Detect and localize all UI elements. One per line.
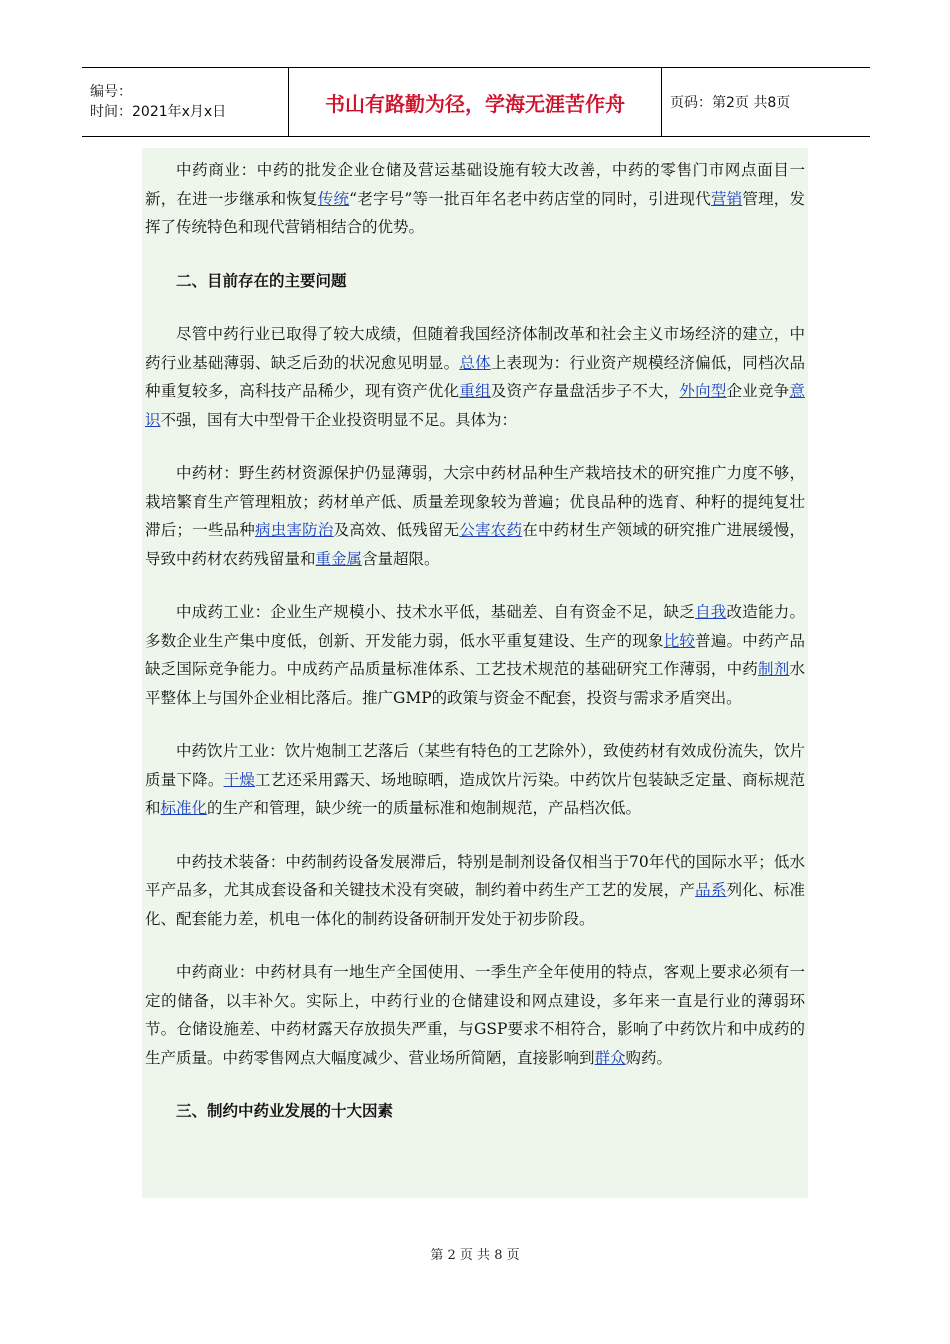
keyword-link[interactable]: 重组 [459, 382, 491, 400]
paragraph-text: 工艺还采用露天、场地晾晒，造成饮片污染。中药饮片包装缺乏定量、商标规范和 [145, 770, 805, 817]
body-paragraph [145, 320, 805, 434]
keyword-link[interactable]: 病虫害防治 [255, 521, 334, 539]
header-page-code [662, 68, 870, 136]
paragraph-text: 的生产和管理，缺少统一的质量标准和炮制规范，产品档次低。 [207, 799, 642, 817]
paragraph-text: 管理，发挥了传统特色和现代营销相结合的优势。 [145, 189, 805, 236]
document-header [82, 67, 870, 137]
header-meta [82, 68, 289, 136]
paragraph-text: 中药饮片工业：饮片炮制工艺落后（某些有特色的工艺除外），致使药材有效成份流失，饮片质量下降。 [145, 742, 805, 789]
paragraph-text: 中药商业：中药的批发企业仓储及营运基础设施有较大改善，中药的零售门市网点面目一新，在进一步继承和恢复 [145, 161, 805, 208]
keyword-link[interactable]: 自我 [695, 603, 727, 621]
keyword-link[interactable]: 公害农药 [459, 521, 523, 539]
keyword-link[interactable]: 比较 [663, 631, 696, 650]
paragraph-text: 改造能力。多数企业生产集中度低，创新、开发能力弱，低水平重复建设、生产的现象 [145, 603, 805, 650]
paragraph-text: 普遍。中药产品缺乏国际竞争能力。中成药产品质量标准体系、工艺技术规范的基础研究工作薄弱，中药 [145, 631, 805, 678]
body-paragraph [145, 737, 805, 823]
section-heading [145, 267, 805, 296]
body-paragraph [145, 958, 805, 1072]
footer-page-number: 第 2 页 共 8 页 [430, 1248, 520, 1263]
keyword-link[interactable]: 干燥 [223, 770, 256, 789]
paragraph-text: 及高效、低残留无 [333, 521, 460, 539]
document-body [145, 156, 805, 1151]
serial-label: 编号： [90, 84, 132, 100]
paragraph-text: 上表现为：行业资产规模经济偏低，同档次品种重复较多，高科技产品稀少，现有资产优化 [145, 353, 805, 400]
header-motto [289, 68, 662, 136]
body-paragraph [145, 156, 805, 242]
keyword-link[interactable]: 标准化 [160, 799, 208, 817]
keyword-link[interactable]: 传统 [317, 189, 350, 208]
section-heading [145, 1097, 805, 1126]
paragraph-text: 及资产存量盘活步子不大， [490, 382, 680, 400]
keyword-link[interactable]: 外向型 [679, 382, 727, 400]
paragraph-text: 企业竞争 [726, 382, 790, 400]
paragraph-text: 三、制约中药业发展的十大因素 [176, 1102, 394, 1120]
keyword-link[interactable]: 总体 [459, 353, 491, 372]
body-paragraph [145, 459, 805, 573]
keyword-link[interactable]: 营销 [710, 189, 743, 208]
paragraph-text: 中成药工业：企业生产规模小、技术水平低，基础差、自有资金不足，缺乏 [176, 603, 696, 621]
keyword-link[interactable]: 群众 [594, 1048, 626, 1067]
keyword-link[interactable]: 重金属 [315, 549, 363, 568]
paragraph-text: 中药材：野生药材资源保护仍显薄弱，大宗中药材品种生产栽培技术的研究推广力度不够，栽培繁育生产管理粗放；药材单产低、质量差现象较为普遍；优良品种的选育、种籽的提纯复壮滞后；一些品种 [145, 464, 805, 539]
paragraph-text: 不强，国有大中型骨干企业投资明显不足。具体为： [160, 410, 518, 429]
paragraph-text: 尽管中药行业已取得了较大成绩，但随着我国经济体制改革和社会主义市场经济的建立，中药行业基础薄弱、缺乏后劲的状况愈见明显。 [145, 325, 805, 372]
page-code-text: 页码：第2页 共8页 [670, 95, 791, 111]
paragraph-text: “老字号”等一批百年名老中药店堂的同时，引进现代 [349, 189, 711, 208]
paragraph-text: 水平整体上与国外企业相比落后。推广GMP的政策与资金不配套，投资与需求矛盾突出。 [145, 660, 805, 707]
paragraph-text: 中药技术装备：中药制药设备发展滞后，特别是制剂设备仅相当于70年代的国际水平；低水平产品多，尤其成套设备和关键技术没有突破，制约着中药生产工艺的发展，产 [145, 852, 805, 899]
keyword-link[interactable]: 品系 [695, 881, 727, 899]
keyword-link[interactable]: 意识 [145, 382, 805, 429]
page-footer [0, 1244, 950, 1263]
paragraph-text: 二、目前存在的主要问题 [176, 271, 347, 290]
body-paragraph [145, 848, 805, 934]
keyword-link[interactable]: 制剂 [758, 660, 790, 678]
paragraph-text: 中药商业：中药材具有一地生产全国使用、一季生产全年使用的特点，客观上要求必须有一定的储备，以丰补欠。实际上，中药行业的仓储建设和网点建设，多年来一直是行业的薄弱环节。仓储设施差、中药材露天存放损失严重，与GSP要求不相符合，影响了中药饮片和中成药的生产质量。中药零售网点大幅度减少、营业场所简陋，直接影响到 [145, 963, 805, 1067]
paragraph-text: 含量超限。 [362, 549, 440, 568]
paragraph-text: 在中药材生产领域的研究推广进展缓慢，导致中药材农药残留量和 [145, 521, 805, 568]
motto-text: 书山有路勤为径，学海无涯苦作舟 [325, 91, 625, 116]
time-label: 时间：2021年x月x日 [90, 104, 227, 120]
paragraph-text: 购药。 [625, 1048, 673, 1067]
paragraph-text: 列化、标准化、配套能力差，机电一体化的制药设备研制开发处于初步阶段。 [145, 881, 805, 928]
body-paragraph [145, 598, 805, 712]
